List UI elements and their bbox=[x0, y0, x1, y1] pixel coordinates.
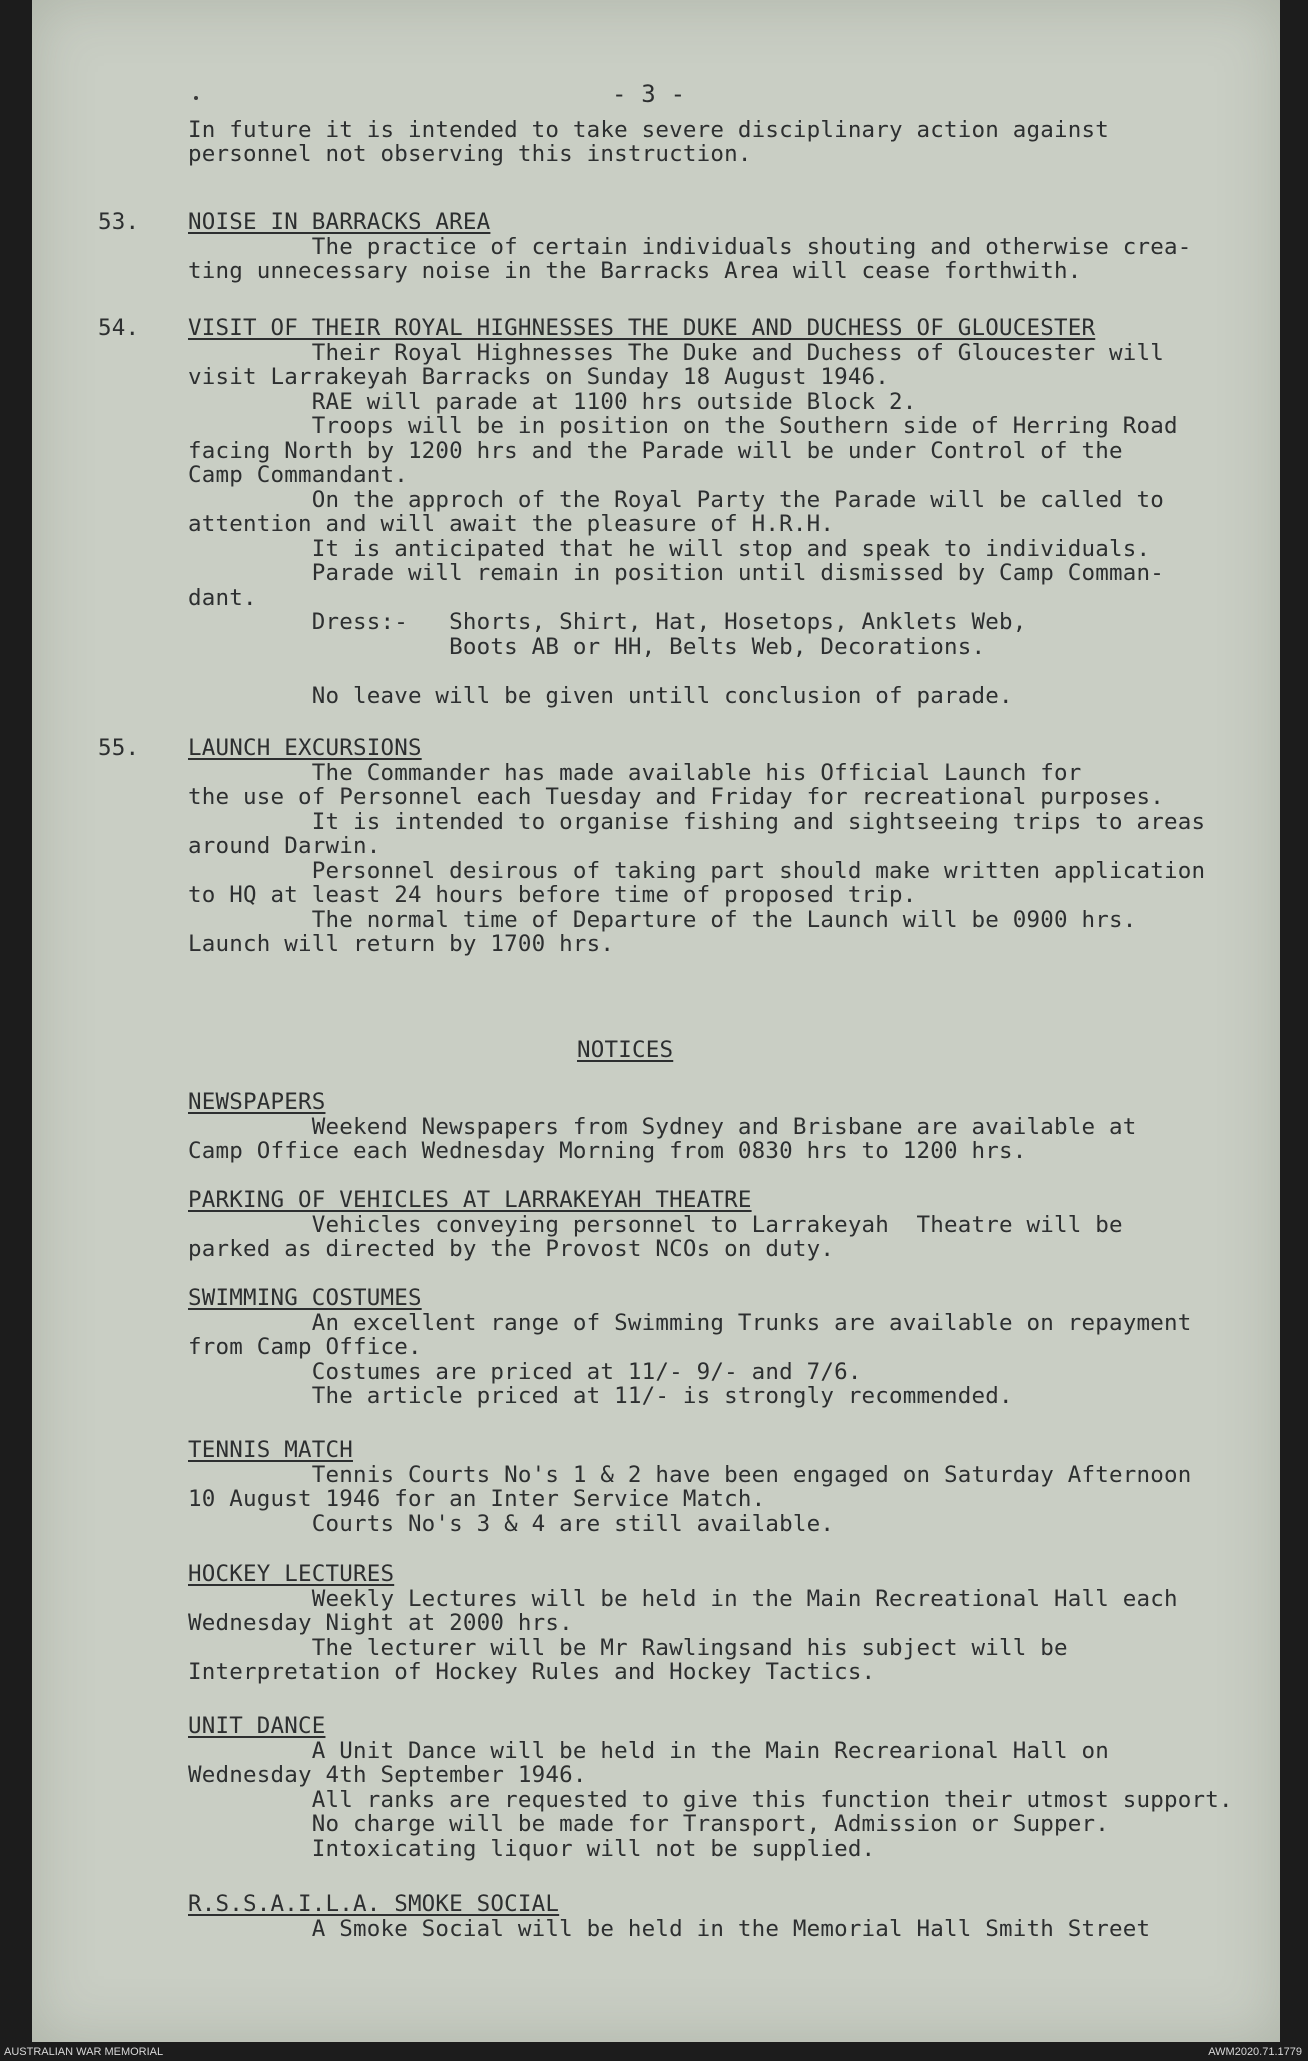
item-text-line: Launch will return by 1700 hrs. bbox=[188, 931, 615, 957]
notice-text-line: The article priced at 11/- is strongly recommended. bbox=[188, 1383, 1013, 1409]
item-text-line: visit Larrakeyah Barracks on Sunday 18 August 1946. bbox=[188, 364, 890, 390]
notice-text-line: Weekend Newspapers from Sydney and Brisbane are available at bbox=[188, 1113, 1137, 1140]
notice-heading: NEWSPAPERS bbox=[188, 1089, 326, 1115]
notice-heading: HOCKEY LECTURES bbox=[188, 1561, 395, 1587]
item-text-line: It is anticipated that he will stop and speak to individuals. bbox=[188, 535, 1151, 562]
item-heading: NOISE IN BARRACKS AREA bbox=[188, 209, 491, 235]
item-number: 54. bbox=[98, 315, 140, 341]
item-heading: VISIT OF THEIR ROYAL HIGHNESSES THE DUKE AND DUCHESS OF GLOUCESTER bbox=[188, 315, 1096, 341]
intro-line: In future it is intended to take severe disciplinary action against bbox=[188, 117, 1109, 143]
notice-text-line: An excellent range of Swimming Trunks are available on repayment bbox=[188, 1309, 1192, 1336]
item-number: 55. bbox=[98, 735, 140, 761]
item-text-line: Personnel desirous of taking part should make written application bbox=[188, 857, 1206, 884]
notice-heading: SWIMMING COSTUMES bbox=[188, 1285, 422, 1311]
notice-text-line: Vehicles conveying personnel to Larrakeyah Theatre will be bbox=[188, 1211, 1123, 1238]
notice-text-line: Tennis Courts No's 1 & 2 have been engaged on Saturday Afternoon bbox=[188, 1461, 1192, 1488]
notice-text-line: Costumes are priced at 11/- 9/- and 7/6. bbox=[188, 1358, 862, 1385]
item-text-line: Boots AB or HH, Belts Web, Decorations. bbox=[188, 633, 986, 660]
footer-credit: AUSTRALIAN WAR MEMORIAL bbox=[4, 2046, 164, 2058]
notice-text-line: Interpretation of Hockey Rules and Hockey Tactics. bbox=[188, 1659, 876, 1685]
item-text-line: RAE will parade at 1100 hrs outside Block 2. bbox=[188, 388, 917, 415]
item-text-line: It is intended to organise fishing and sightseeing trips to areas bbox=[188, 808, 1206, 835]
item-text-line: The normal time of Departure of the Launch will be 0900 hrs. bbox=[188, 906, 1137, 933]
notice-text-line: 10 August 1946 for an Inter Service Match. bbox=[188, 1486, 766, 1512]
item-text-line: facing North by 1200 hrs and the Parade will be under Control of the bbox=[188, 437, 1123, 464]
item-heading: LAUNCH EXCURSIONS bbox=[188, 735, 422, 761]
notice-heading: UNIT DANCE bbox=[188, 1713, 326, 1739]
notice-text-line: Weekly Lectures will be held in the Main Recreational Hall each bbox=[188, 1585, 1178, 1612]
notice-text-line: Camp Office each Wednesday Morning from 0830 hrs to 1200 hrs. bbox=[188, 1138, 1027, 1164]
notice-text-line: A Smoke Social will be held in the Memorial Hall Smith Street bbox=[188, 1915, 1151, 1942]
notice-text-line: Wednesday 4th September 1946. bbox=[188, 1762, 587, 1788]
notice-text-line: Courts No's 3 & 4 are still available. bbox=[188, 1510, 835, 1537]
notice-text-line: A Unit Dance will be held in the Main Recrearional Hall on bbox=[188, 1737, 1109, 1764]
notice-text-line: parked as directed by the Provost NCOs on duty. bbox=[188, 1236, 835, 1262]
item-text-line: Troops will be in position on the Southern side of Herring Road bbox=[188, 413, 1178, 439]
document-sheet bbox=[32, 0, 1280, 2042]
notice-text-line: No charge will be made for Transport, Admission or Supper. bbox=[188, 1811, 1109, 1837]
item-text-line: No leave will be given untill conclusion of parade. bbox=[188, 682, 1013, 709]
item-text-line: the use of Personnel each Tuesday and Friday for recreational purposes. bbox=[188, 784, 1164, 810]
item-text-line: Dress:- Shorts, Shirt, Hat, Hosetops, Anklets Web, bbox=[188, 609, 1027, 635]
footer-accession-number: AWM2020.71.1779 bbox=[1208, 2046, 1302, 2058]
page-number: - 3 - bbox=[612, 80, 686, 108]
item-text-line: The Commander has made available his Official Launch for bbox=[188, 759, 1082, 786]
notices-title: NOTICES bbox=[577, 1037, 674, 1063]
notice-heading: PARKING OF VEHICLES AT LARRAKEYAH THEATRE bbox=[188, 1187, 752, 1213]
item-text-line: Their Royal Highnesses The Duke and Duchess of Gloucester will bbox=[188, 339, 1164, 366]
notice-text-line: All ranks are requested to give this function their utmost support. bbox=[188, 1786, 1233, 1813]
item-text-line: to HQ at least 24 hours before time of proposed trip. bbox=[188, 882, 917, 908]
notice-text-line: The lecturer will be Mr Rawlingsand his subject will be bbox=[188, 1634, 1068, 1661]
notice-heading: R.S.S.A.I.L.A. SMOKE SOCIAL bbox=[188, 1891, 560, 1917]
notice-text-line: from Camp Office. bbox=[188, 1334, 422, 1360]
item-text-line: The practice of certain individuals shouting and otherwise crea- bbox=[188, 233, 1192, 260]
item-text-line: Camp Commandant. bbox=[188, 462, 408, 488]
item-text-line: attention and will await the pleasure of H.R.H. bbox=[188, 511, 835, 537]
notice-heading: TENNIS MATCH bbox=[188, 1437, 353, 1463]
item-text-line: ting unnecessary noise in the Barracks Area will cease forthwith. bbox=[188, 258, 1082, 284]
notice-text-line: Wednesday Night at 2000 hrs. bbox=[188, 1610, 573, 1636]
item-text-line: Parade will remain in position until dismissed by Camp Comman- bbox=[188, 560, 1164, 586]
intro-line: personnel not observing this instruction. bbox=[188, 141, 752, 167]
notice-text-line: Intoxicating liquor will not be supplied. bbox=[188, 1835, 876, 1862]
item-text-line: dant. bbox=[188, 584, 257, 611]
item-text-line: around Darwin. bbox=[188, 833, 381, 859]
item-number: 53. bbox=[98, 209, 140, 235]
item-text-line: On the approch of the Royal Party the Parade will be called to bbox=[188, 486, 1164, 513]
ink-speck bbox=[194, 96, 198, 100]
